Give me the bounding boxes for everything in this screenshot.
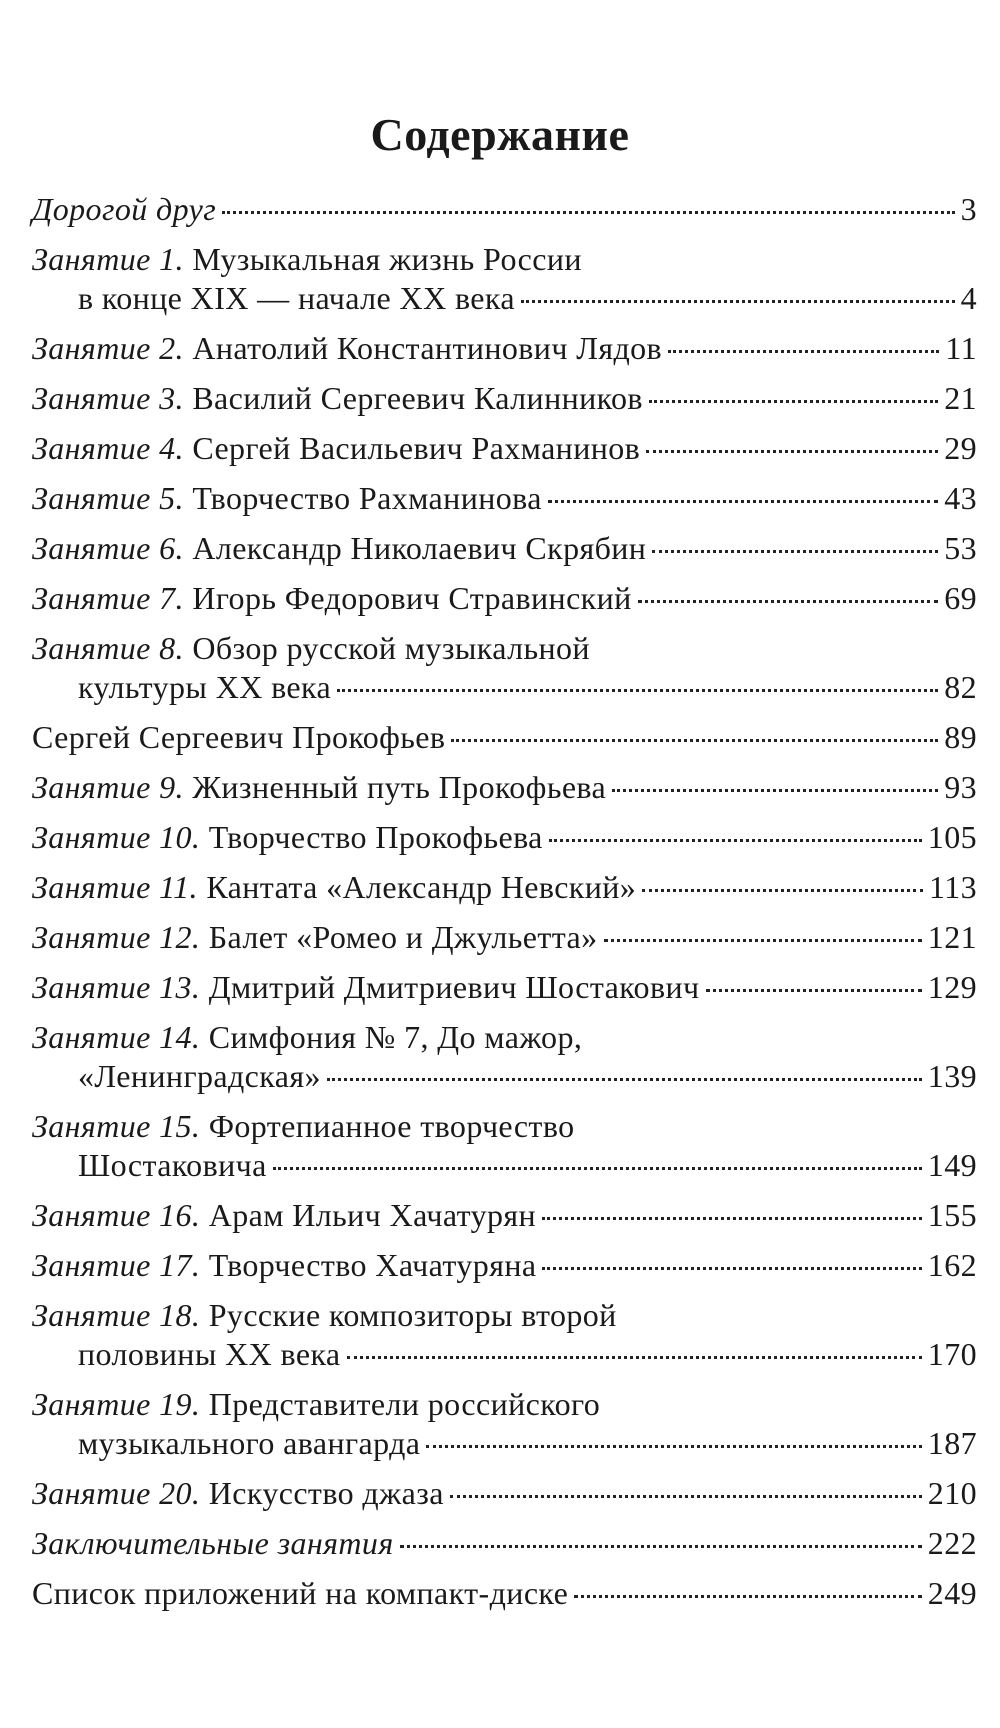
- toc-page-number: 139: [927, 1058, 977, 1094]
- dot-leader: [451, 729, 938, 742]
- toc-page-number: 82: [944, 669, 977, 705]
- dot-leader: [327, 1068, 922, 1081]
- toc-entry: [32, 868, 977, 907]
- toc-page-number: 3: [960, 191, 977, 227]
- toc-entry-title: музыкального авангарда: [78, 1425, 421, 1461]
- dot-leader: [347, 1346, 922, 1359]
- toc-entry-label: Занятие 16.: [32, 1197, 201, 1233]
- dot-leader: [337, 679, 938, 692]
- toc-page-number: 21: [944, 380, 977, 416]
- toc-entry: [32, 329, 977, 368]
- toc-page-number: 210: [927, 1475, 977, 1511]
- toc-entry-title: Творчество Прокофьева: [208, 819, 543, 855]
- toc-entry-label: Занятие 2.: [32, 330, 184, 366]
- toc-entry-label: Дорогой друг: [32, 191, 217, 227]
- toc-entry-title: Музыкальная жизнь России: [192, 241, 582, 277]
- toc-entry-line: [32, 629, 977, 668]
- toc-entry-title: Василий Сергеевич Калинников: [192, 380, 643, 416]
- dot-leader: [521, 290, 955, 303]
- toc-entry-line: [32, 1385, 977, 1424]
- toc-entry-line: [32, 1107, 977, 1146]
- toc-entry-title: Творчество Хачатуряна: [208, 1247, 537, 1283]
- toc-entry-line: [32, 1524, 977, 1563]
- dot-leader: [222, 201, 954, 214]
- dot-leader: [642, 879, 923, 892]
- toc-entry-title: Сергей Сергеевич Прокофьев: [32, 719, 446, 755]
- table-of-contents: [32, 190, 977, 1624]
- dot-leader: [612, 779, 938, 792]
- toc-entry-line: [32, 868, 977, 907]
- toc-page-number: 113: [928, 869, 977, 905]
- toc-entry: [32, 240, 977, 318]
- dot-leader: [450, 1485, 922, 1498]
- toc-entry-line: [32, 479, 977, 518]
- toc-entry: [32, 768, 977, 807]
- dot-leader: [549, 829, 922, 842]
- toc-entry-title: Русские композиторы второй: [208, 1297, 617, 1333]
- toc-entry-title: Александр Николаевич Скрябин: [192, 530, 647, 566]
- toc-entry: [32, 529, 977, 568]
- toc-entry: [32, 718, 977, 757]
- toc-entry: [32, 479, 977, 518]
- toc-entry-title: половины XX века: [78, 1336, 341, 1372]
- toc-entry: [32, 379, 977, 418]
- toc-page-number: 121: [927, 919, 977, 955]
- dot-leader: [574, 1585, 922, 1598]
- toc-page-number: 4: [960, 280, 977, 316]
- dot-leader: [400, 1535, 922, 1548]
- toc-page-number: 162: [927, 1247, 977, 1283]
- dot-leader: [273, 1157, 922, 1170]
- toc-page-number: 69: [944, 580, 977, 616]
- toc-entry-label: Занятие 17.: [32, 1247, 201, 1283]
- toc-entry: [32, 968, 977, 1007]
- toc-entry-label: Занятие 5.: [32, 480, 184, 516]
- toc-entry-line: [32, 968, 977, 1007]
- toc-entry-title: Шостаковича: [78, 1147, 267, 1183]
- toc-page-number: 170: [927, 1336, 977, 1372]
- toc-entry-label: Занятие 19.: [32, 1386, 201, 1422]
- dot-leader: [706, 979, 922, 992]
- dot-leader: [652, 540, 938, 553]
- toc-entry-title: Фортепианное творчество: [208, 1108, 575, 1144]
- dot-leader: [426, 1435, 921, 1448]
- toc-page-number: 155: [927, 1197, 977, 1233]
- toc-page-number: 89: [944, 719, 977, 755]
- toc-entry-line: [32, 429, 977, 468]
- toc-entry-label: Занятие 14.: [32, 1019, 201, 1055]
- toc-entry: [32, 579, 977, 618]
- toc-entry-line: [32, 918, 977, 957]
- dot-leader: [646, 440, 938, 453]
- toc-entry-label: Занятие 4.: [32, 430, 184, 466]
- toc-entry-title: Искусство джаза: [208, 1475, 444, 1511]
- toc-entry: [32, 1107, 977, 1185]
- toc-page-number: 249: [927, 1575, 977, 1611]
- toc-entry-title: Кантата «Александр Невский»: [206, 869, 637, 905]
- toc-entry-label: Занятие 20.: [32, 1475, 201, 1511]
- dot-leader: [542, 1207, 922, 1220]
- toc-entry: [32, 918, 977, 957]
- dot-leader: [548, 490, 938, 503]
- toc-entry-label: Занятие 10.: [32, 819, 201, 855]
- toc-entry-title: Игорь Федорович Стравинский: [192, 580, 632, 616]
- toc-entry-label: Заключительные занятия: [32, 1525, 394, 1561]
- toc-entry-line: [32, 1574, 977, 1613]
- toc-entry-line: [32, 379, 977, 418]
- toc-entry-title: Сергей Васильевич Рахманинов: [192, 430, 641, 466]
- toc-entry-label: Занятие 9.: [32, 769, 184, 805]
- toc-entry-line: [32, 529, 977, 568]
- toc-entry-continuation: [32, 1146, 977, 1185]
- dot-leader: [604, 929, 922, 942]
- dot-leader: [638, 590, 939, 603]
- toc-entry-label: Занятие 15.: [32, 1108, 201, 1144]
- dot-leader: [649, 390, 938, 403]
- toc-page-number: 222: [927, 1525, 977, 1561]
- toc-entry-label: Занятие 13.: [32, 969, 201, 1005]
- toc-entry-line: [32, 1474, 977, 1513]
- toc-entry: [32, 429, 977, 468]
- toc-entry-title: Список приложений на компакт-диске: [32, 1575, 569, 1611]
- toc-entry-line: [32, 1296, 977, 1335]
- toc-page-number: 53: [944, 530, 977, 566]
- toc-entry: [32, 1196, 977, 1235]
- toc-entry-title: Представители российского: [208, 1386, 601, 1422]
- toc-entry-title: Дмитрий Дмитриевич Шостакович: [208, 969, 700, 1005]
- toc-entry-label: Занятие 1.: [32, 241, 184, 277]
- toc-entry-line: [32, 768, 977, 807]
- toc-entry-title: Арам Ильич Хачатурян: [208, 1197, 537, 1233]
- toc-page-number: 29: [944, 430, 977, 466]
- toc-page-number: 187: [927, 1425, 977, 1461]
- toc-entry-label: Занятие 12.: [32, 919, 201, 955]
- toc-entry-title: Творчество Рахманинова: [192, 480, 542, 516]
- toc-entry-line: [32, 818, 977, 857]
- toc-entry-line: [32, 718, 977, 757]
- toc-entry-title: Жизненный путь Прокофьева: [192, 769, 607, 805]
- toc-page-number: 11: [945, 330, 977, 366]
- toc-entry-line: [32, 579, 977, 618]
- toc-entry-continuation: [32, 1335, 977, 1374]
- toc-entry: [32, 629, 977, 707]
- toc-entry: [32, 1574, 977, 1613]
- toc-entry-continuation: [32, 279, 977, 318]
- toc-entry: [32, 1385, 977, 1463]
- toc-entry-line: [32, 240, 977, 279]
- toc-entry: [32, 190, 977, 229]
- dot-leader: [542, 1257, 921, 1270]
- toc-entry: [32, 1018, 977, 1096]
- toc-entry-continuation: [32, 668, 977, 707]
- toc-page-number: 105: [927, 819, 977, 855]
- dot-leader: [668, 340, 939, 353]
- toc-entry-label: Занятие 6.: [32, 530, 184, 566]
- toc-entry-label: Занятие 7.: [32, 580, 184, 616]
- toc-entry-label: Занятие 11.: [32, 869, 198, 905]
- toc-entry-label: Занятие 3.: [32, 380, 184, 416]
- toc-entry-line: [32, 1246, 977, 1285]
- toc-entry: [32, 1246, 977, 1285]
- toc-entry-title: Обзор русской музыкальной: [192, 630, 590, 666]
- toc-entry-continuation: [32, 1057, 977, 1096]
- toc-page-number: 43: [944, 480, 977, 516]
- toc-entry-label: Занятие 8.: [32, 630, 184, 666]
- toc-entry: [32, 1296, 977, 1374]
- toc-entry-title: «Ленинградская»: [78, 1058, 321, 1094]
- toc-entry: [32, 1474, 977, 1513]
- toc-entry-title: культуры XX века: [78, 669, 332, 705]
- page-title: Содержание: [370, 109, 630, 160]
- toc-entry-title: Симфония № 7, До мажор,: [208, 1019, 583, 1055]
- toc-entry-continuation: [32, 1424, 977, 1463]
- toc-entry-title: Балет «Ромео и Джульетта»: [208, 919, 598, 955]
- toc-entry-line: [32, 329, 977, 368]
- toc-entry: [32, 818, 977, 857]
- toc-entry-line: [32, 1018, 977, 1057]
- toc-entry-label: Занятие 18.: [32, 1297, 201, 1333]
- toc-entry-title: в конце XIX — начале XX века: [78, 280, 515, 316]
- toc-page-number: 93: [944, 769, 977, 805]
- toc-entry-line: [32, 190, 977, 229]
- toc-entry-title: Анатолий Константинович Лядов: [192, 330, 663, 366]
- toc-entry: [32, 1524, 977, 1563]
- toc-page-number: 149: [927, 1147, 977, 1183]
- toc-entry-line: [32, 1196, 977, 1235]
- toc-page-number: 129: [927, 969, 977, 1005]
